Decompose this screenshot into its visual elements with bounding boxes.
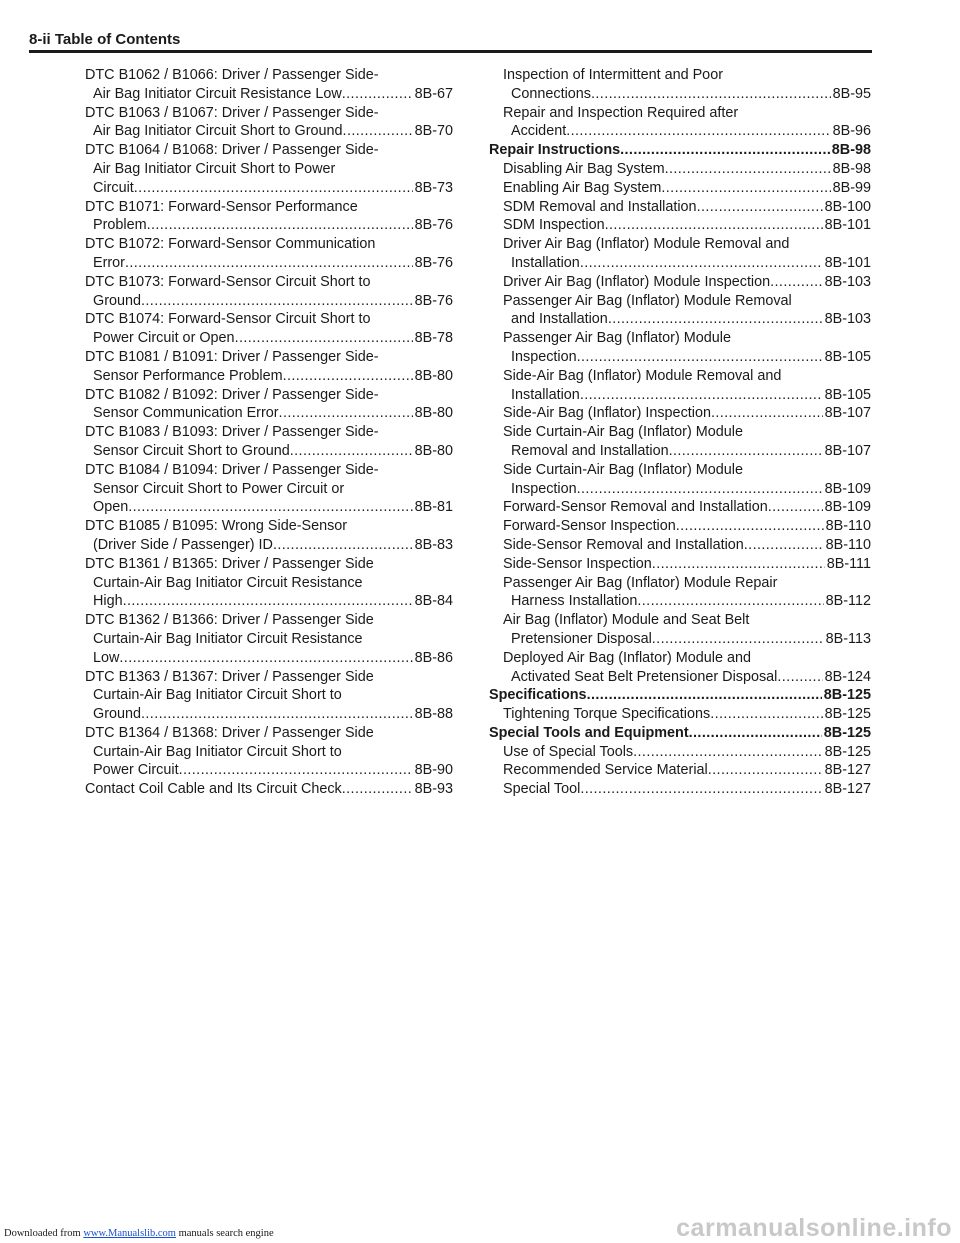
- toc-entry[interactable]: [489, 649, 871, 687]
- toc-page-number: 8B-96: [832, 123, 871, 140]
- toc-page-number: 8B-125: [823, 687, 871, 704]
- dot-leader: [566, 122, 830, 141]
- toc-entry-text: Inspection: [511, 348, 577, 365]
- dot-leader: [279, 404, 413, 423]
- dot-leader: [577, 348, 823, 367]
- toc-entry-text: DTC B1071: Forward-Sensor Performance: [85, 198, 358, 215]
- dot-leader: [580, 386, 823, 405]
- dot-leader: [141, 292, 413, 311]
- toc-entry-text: DTC B1073: Forward-Sensor Circuit Short to: [85, 273, 371, 290]
- toc-page-number: 8B-83: [414, 536, 453, 553]
- toc-entry[interactable]: [489, 179, 871, 198]
- toc-entry-text: DTC B1081 / B1091: Driver / Passenger Side-: [85, 348, 379, 365]
- dot-leader: [290, 442, 413, 461]
- toc-page-number: 8B-90: [414, 762, 453, 779]
- toc-entry[interactable]: [85, 517, 453, 555]
- toc-entry-text: Disabling Air Bag System: [503, 160, 665, 177]
- toc-entry[interactable]: [489, 536, 871, 555]
- dot-leader: [697, 198, 823, 217]
- toc-entry-text: High: [93, 593, 123, 610]
- toc-entry-text: DTC B1063 / B1067: Driver / Passenger Side-: [85, 104, 379, 121]
- dot-leader: [620, 141, 830, 160]
- toc-entry-text: Recommended Service Material: [503, 762, 708, 779]
- toc-entry-text: Circuit: [93, 179, 134, 196]
- toc-entry-line-last: [85, 329, 453, 348]
- toc-page-number: 8B-81: [414, 499, 453, 516]
- toc-entry-line-last: [503, 705, 871, 724]
- toc-entry-line-last: [503, 442, 871, 461]
- toc-entry-text: Passenger Air Bag (Inflator) Module Repair: [503, 574, 778, 591]
- toc-entry-text: Forward-Sensor Removal and Installation: [503, 499, 768, 516]
- toc-entry-line-last: [489, 724, 871, 743]
- toc-page-number: 8B-76: [414, 254, 453, 271]
- dot-leader: [633, 743, 822, 762]
- dot-leader: [128, 498, 412, 517]
- toc-page-number: 8B-78: [414, 330, 453, 347]
- toc-entry-line-last: [503, 480, 871, 499]
- toc-page-number: 8B-110: [825, 536, 871, 553]
- toc-page-number: 8B-103: [824, 273, 871, 290]
- toc-page-number: 8B-70: [414, 123, 453, 140]
- dot-leader: [179, 761, 413, 780]
- toc-entry-line-last: [85, 592, 453, 611]
- dot-leader: [580, 780, 822, 799]
- dot-leader: [235, 329, 413, 348]
- toc-entry-text: Installation: [511, 386, 580, 403]
- toc-entry-text: Tightening Torque Specifications: [503, 706, 711, 723]
- toc-page-number: 8B-67: [414, 85, 453, 102]
- toc-entry-text: Connections: [511, 85, 591, 102]
- toc-page-number: 8B-101: [824, 254, 871, 271]
- toc-entry[interactable]: [85, 348, 453, 386]
- toc-entry-text: SDM Inspection: [503, 217, 605, 234]
- toc-entry-text: Sensor Communication Error: [93, 405, 279, 422]
- toc-page-number: 8B-88: [414, 706, 453, 723]
- toc-entry-line-last: [503, 743, 871, 762]
- toc-entry-line-last: [503, 498, 871, 517]
- toc-entry-text: SDM Removal and Installation: [503, 198, 697, 215]
- toc-entry-line-last: [503, 517, 871, 536]
- dot-leader: [577, 480, 823, 499]
- toc-entry-line-last: [503, 386, 871, 405]
- toc-entry-line-last: [503, 592, 871, 611]
- toc-page-number: 8B-109: [824, 499, 871, 516]
- toc-entry-text: Curtain-Air Bag Initiator Circuit Short to: [93, 743, 342, 760]
- toc-entry-text: Air Bag Initiator Circuit Short to Ground: [93, 123, 343, 140]
- toc-page-number: 8B-127: [824, 762, 871, 779]
- toc-page-number: 8B-84: [414, 593, 453, 610]
- toc-page-number: 8B-93: [414, 781, 453, 798]
- dot-leader: [665, 160, 831, 179]
- dot-leader: [744, 536, 824, 555]
- dot-leader: [708, 761, 823, 780]
- toc-entry-text: Repair and Inspection Required after: [503, 104, 739, 121]
- toc-entry-text: Problem: [93, 217, 147, 234]
- dot-leader: [147, 216, 413, 235]
- toc-entry-text: Repair Instructions: [489, 142, 621, 159]
- toc-entry[interactable]: [489, 235, 871, 273]
- toc-entry[interactable]: [489, 780, 871, 799]
- toc-page-number: 8B-80: [414, 367, 453, 384]
- toc-entry-text: Passenger Air Bag (Inflator) Module Removal: [503, 292, 792, 309]
- dot-leader: [637, 592, 823, 611]
- toc-entry[interactable]: [489, 705, 871, 724]
- toc-entry[interactable]: [489, 423, 871, 461]
- toc-entry-text: Pretensioner Disposal: [511, 630, 652, 647]
- toc-entry-text: DTC B1363 / B1367: Driver / Passenger Side: [85, 668, 374, 685]
- toc-entry-text: Contact Coil Cable and Its Circuit Check: [85, 781, 342, 798]
- dot-leader: [134, 179, 413, 198]
- toc-entry-line-last: [503, 122, 871, 141]
- toc-entry-text: DTC B1083 / B1093: Driver / Passenger Side-: [85, 424, 379, 441]
- header-rule: [29, 50, 872, 53]
- toc-page-number: 8B-103: [824, 311, 871, 328]
- dot-leader: [591, 85, 831, 104]
- toc-entry-text: Specifications: [489, 687, 587, 704]
- toc-entry-text: Deployed Air Bag (Inflator) Module and: [503, 649, 751, 666]
- toc-entry-line-last: [503, 630, 871, 649]
- toc-entry-line-last: [85, 367, 453, 386]
- dot-leader: [768, 498, 823, 517]
- toc-entry[interactable]: [489, 404, 871, 423]
- toc-entry[interactable]: [85, 386, 453, 424]
- toc-entry-text: Curtain-Air Bag Initiator Circuit Resistance: [93, 574, 363, 591]
- toc-entry[interactable]: [85, 724, 453, 780]
- dot-leader: [770, 273, 822, 292]
- toc-entry-line-last: [85, 649, 453, 668]
- toc-entry[interactable]: [85, 235, 453, 273]
- toc-page-number: 8B-105: [824, 348, 871, 365]
- toc-entry-line-last: [85, 705, 453, 724]
- toc-entry-line-last: [503, 254, 871, 273]
- toc-entry-line-last: [503, 179, 871, 198]
- dot-leader: [777, 668, 822, 687]
- toc-entry-text: Side-Sensor Inspection: [503, 555, 652, 572]
- toc-entry-line-last: [503, 198, 871, 217]
- toc-entry-text: Power Circuit or Open: [93, 330, 235, 347]
- dot-leader: [605, 216, 823, 235]
- toc-page-number: 8B-127: [824, 781, 871, 798]
- toc-entry-text: DTC B1074: Forward-Sensor Circuit Short to: [85, 311, 371, 328]
- toc-page-number: 8B-73: [414, 179, 453, 196]
- toc-entry-line-last: [85, 536, 453, 555]
- toc-entry[interactable]: [85, 104, 453, 142]
- dot-leader: [608, 310, 823, 329]
- toc-entry-line-last: [503, 555, 871, 574]
- toc-page-number: 8B-100: [824, 198, 871, 215]
- toc-page-number: 8B-76: [414, 292, 453, 309]
- toc-entry-line-last: [503, 85, 871, 104]
- toc-entry-line-last: [85, 780, 453, 799]
- toc-entry-text: Harness Installation: [511, 593, 638, 610]
- dot-leader: [342, 780, 413, 799]
- toc-page-number: 8B-125: [824, 706, 871, 723]
- toc-page-number: 8B-124: [824, 668, 871, 685]
- dot-leader: [273, 536, 413, 555]
- toc-entry-line-last: [489, 686, 871, 705]
- toc-entry-text: Sensor Circuit Short to Ground: [93, 442, 290, 459]
- toc-entry[interactable]: [489, 329, 871, 367]
- toc-entry[interactable]: [489, 761, 871, 780]
- toc-entry-text: Special Tool: [503, 781, 581, 798]
- toc-entry-text: Sensor Performance Problem: [93, 367, 283, 384]
- toc-entry[interactable]: [489, 160, 871, 179]
- toc-entry[interactable]: [489, 198, 871, 217]
- toc-page-number: 8B-98: [831, 142, 871, 159]
- toc-entry-text: Special Tools and Equipment: [489, 724, 689, 741]
- dot-leader: [711, 404, 823, 423]
- dot-leader: [141, 705, 413, 724]
- dot-leader: [119, 649, 412, 668]
- toc-entry[interactable]: [489, 517, 871, 536]
- dot-leader: [580, 254, 823, 273]
- toc-entry-text: Curtain-Air Bag Initiator Circuit Short to: [93, 687, 342, 704]
- toc-page-number: 8B-109: [824, 480, 871, 497]
- dot-leader: [283, 367, 413, 386]
- toc-entry-text: Driver Air Bag (Inflator) Module Removal and: [503, 236, 790, 253]
- toc-entry-line-last: [503, 160, 871, 179]
- toc-entry[interactable]: [85, 198, 453, 236]
- toc-entry-text: Activated Seat Belt Pretensioner Disposal: [511, 668, 778, 685]
- dot-leader: [123, 592, 413, 611]
- toc-entry-text: Air Bag Initiator Circuit Short to Power: [93, 160, 336, 177]
- toc-entry-text: DTC B1364 / B1368: Driver / Passenger Side: [85, 724, 374, 741]
- toc-entry-text: Air Bag Initiator Circuit Resistance Low: [93, 85, 342, 102]
- toc-entry-text: Error: [93, 254, 125, 271]
- toc-entry-line-last: [85, 216, 453, 235]
- toc-entry-line-last: [85, 404, 453, 423]
- toc-entry-text: Driver Air Bag (Inflator) Module Inspection: [503, 273, 771, 290]
- toc-entry-text: Ground: [93, 706, 141, 723]
- toc-entry-text: Enabling Air Bag System: [503, 179, 662, 196]
- toc-entry[interactable]: [85, 423, 453, 461]
- toc-entry-text: Side Curtain-Air Bag (Inflator) Module: [503, 461, 743, 478]
- toc-entry-text: Curtain-Air Bag Initiator Circuit Resistance: [93, 630, 363, 647]
- dot-leader: [343, 122, 413, 141]
- toc-entry[interactable]: [85, 780, 453, 799]
- toc-entry-text: Sensor Circuit Short to Power Circuit or: [93, 480, 345, 497]
- toc-page-number: 8B-95: [832, 85, 871, 102]
- toc-entry-line-last: [503, 761, 871, 780]
- toc-entry-text: Power Circuit: [93, 762, 179, 779]
- toc-page-number: 8B-105: [824, 386, 871, 403]
- toc-page-number: 8B-110: [825, 518, 871, 535]
- footer-prefix: Downloaded from: [4, 1228, 84, 1239]
- toc-entry[interactable]: [85, 273, 453, 311]
- toc-page-number: 8B-80: [414, 442, 453, 459]
- dot-leader: [661, 179, 830, 198]
- dot-leader: [710, 705, 822, 724]
- toc-entry[interactable]: [85, 461, 453, 517]
- toc-entry-text: DTC B1082 / B1092: Driver / Passenger Side-: [85, 386, 379, 403]
- toc-entry-text: DTC B1362 / B1366: Driver / Passenger Side: [85, 612, 374, 629]
- footer-suffix: manuals search engine: [175, 1228, 274, 1239]
- toc-entry-line-last: [503, 668, 871, 687]
- toc-page-number: 8B-107: [824, 405, 871, 422]
- toc-entry-text: Forward-Sensor Inspection: [503, 518, 676, 535]
- toc-page-number: 8B-112: [825, 593, 871, 610]
- toc-entry[interactable]: [85, 141, 453, 197]
- toc-entry-text: Air Bag (Inflator) Module and Seat Belt: [503, 612, 750, 629]
- toc-entry-text: Use of Special Tools: [503, 743, 634, 760]
- toc-entry-line-last: [503, 780, 871, 799]
- dot-leader: [689, 724, 822, 743]
- download-footer: [4, 1228, 274, 1239]
- toc-entry-text: Side-Sensor Removal and Installation: [503, 536, 744, 553]
- toc-entry-line-last: [503, 273, 871, 292]
- toc-entry[interactable]: [489, 367, 871, 405]
- toc-entry-text: Side-Air Bag (Inflator) Inspection: [503, 405, 711, 422]
- toc-entry-line-last: [85, 292, 453, 311]
- toc-entry-text: Accident: [511, 123, 567, 140]
- toc-entry-text: (Driver Side / Passenger) ID: [93, 536, 273, 553]
- toc-entry-text: Inspection: [511, 480, 577, 497]
- toc-entry-line-last: [85, 254, 453, 273]
- toc-entry-line-last: [503, 348, 871, 367]
- toc-entry-line-last: [503, 536, 871, 555]
- dot-leader: [676, 517, 824, 536]
- toc-entry-text: DTC B1084 / B1094: Driver / Passenger Side-: [85, 461, 379, 478]
- page-header-title: 8-ii Table of Contents: [29, 31, 181, 48]
- toc-entry[interactable]: [85, 668, 453, 724]
- toc-page-number: 8B-125: [824, 743, 871, 760]
- toc-entry-text: DTC B1085 / B1095: Wrong Side-Sensor: [85, 518, 348, 535]
- toc-section-entry[interactable]: [489, 724, 871, 743]
- toc-entry-line-last: [489, 141, 871, 160]
- toc-page-number: 8B-111: [826, 555, 871, 572]
- toc-entry-text: Installation: [511, 254, 580, 271]
- toc-section-entry[interactable]: [489, 686, 871, 705]
- toc-entry-text: Passenger Air Bag (Inflator) Module: [503, 330, 731, 347]
- watermark-logo: carmanualsonline.info: [676, 1214, 952, 1242]
- toc-entry-text: Open: [93, 499, 129, 516]
- toc-page-number: 8B-113: [825, 630, 871, 647]
- dot-leader: [652, 555, 825, 574]
- toc-page-number: 8B-80: [414, 405, 453, 422]
- toc-entry-text: Inspection of Intermittent and Poor: [503, 67, 723, 83]
- toc-entry-text: Side Curtain-Air Bag (Inflator) Module: [503, 424, 743, 441]
- toc-page-number: 8B-107: [824, 442, 871, 459]
- toc-entry[interactable]: [489, 216, 871, 235]
- toc-entry[interactable]: [85, 310, 453, 348]
- toc-entry[interactable]: [489, 498, 871, 517]
- toc-entry-text: DTC B1064 / B1068: Driver / Passenger Side-: [85, 142, 379, 159]
- toc-page-number: 8B-86: [414, 649, 453, 666]
- toc-entry-line-last: [85, 498, 453, 517]
- manualslib-link[interactable]: www.Manualslib.com: [83, 1228, 176, 1239]
- toc-entry-line-last: [85, 179, 453, 198]
- toc-entry-text: Side-Air Bag (Inflator) Module Removal and: [503, 367, 782, 384]
- dot-leader: [125, 254, 413, 273]
- toc-entry[interactable]: [489, 66, 871, 104]
- toc-entry-line-last: [503, 310, 871, 329]
- toc-entry-text: and Installation: [511, 311, 608, 328]
- toc-entry[interactable]: [489, 273, 871, 292]
- toc-entry[interactable]: [85, 66, 453, 104]
- toc-entry-line-last: [85, 761, 453, 780]
- toc-entry-text: DTC B1072: Forward-Sensor Communication: [85, 236, 376, 253]
- dot-leader: [342, 85, 413, 104]
- toc-entry-text: Ground: [93, 292, 141, 309]
- toc-entry[interactable]: [85, 611, 453, 667]
- toc-column-right: [489, 66, 871, 799]
- toc-page-number: 8B-76: [414, 217, 453, 234]
- dot-leader: [587, 686, 822, 705]
- toc-page-number: 8B-99: [832, 179, 871, 196]
- toc-entry-line-last: [85, 442, 453, 461]
- toc-entry-line-last: [85, 122, 453, 141]
- toc-entry-text: Removal and Installation: [511, 442, 669, 459]
- toc-entry[interactable]: [489, 292, 871, 330]
- toc-entry-line-last: [503, 216, 871, 235]
- toc-column-left: [85, 66, 453, 799]
- toc-entry[interactable]: [489, 461, 871, 499]
- toc-entry[interactable]: [489, 574, 871, 612]
- dot-leader: [652, 630, 824, 649]
- toc-entry-text: DTC B1361 / B1365: Driver / Passenger Side: [85, 555, 374, 572]
- dot-leader: [669, 442, 823, 461]
- toc-entry-text: DTC B1062 / B1066: Driver / Passenger Side-: [85, 67, 379, 83]
- toc-entry-text: Low: [93, 649, 120, 666]
- toc-entry[interactable]: [489, 555, 871, 574]
- toc-entry[interactable]: [85, 555, 453, 611]
- toc-page-number: 8B-125: [823, 724, 871, 741]
- toc-page-number: 8B-101: [824, 217, 871, 234]
- toc-entry[interactable]: [489, 104, 871, 142]
- toc-entry-line-last: [503, 404, 871, 423]
- toc-entry[interactable]: [489, 611, 871, 649]
- toc-entry[interactable]: [489, 743, 871, 762]
- toc-section-entry[interactable]: [489, 141, 871, 160]
- toc-entry-line-last: [85, 85, 453, 104]
- toc-page-number: 8B-98: [832, 160, 871, 177]
